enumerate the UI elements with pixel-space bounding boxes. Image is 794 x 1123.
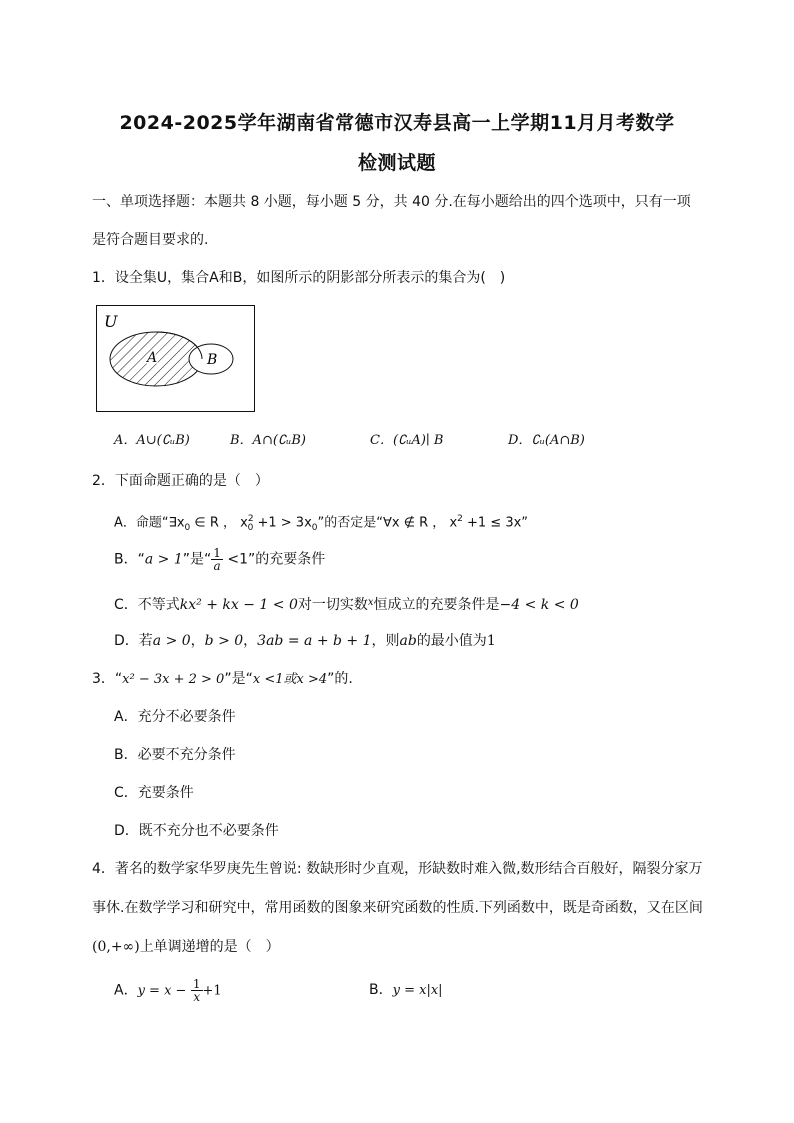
q4-option-a[interactable]: A．y = x − $\frac{1}{x}$ +1: [114, 977, 222, 1004]
q4-a-fraction: $\frac{1}{x}$: [192, 977, 201, 1004]
q3-stem: 3．“x² − 3x + 2 > 0”是“x <1或x >4”的.: [92, 671, 353, 687]
q1-option-d[interactable]: D．∁ᵤ(A∩B): [508, 433, 585, 448]
q1-option-a[interactable]: A．A∪(∁ᵤB): [114, 433, 190, 448]
venn-label-a: A: [147, 350, 158, 366]
q2-option-b[interactable]: B．“a > 1”是“ $\frac{1}{a}$ <1”的充要条件: [114, 546, 326, 573]
venn-label-u: U: [104, 312, 118, 331]
q1-option-c[interactable]: C．(∁ᵤA)∣ B: [370, 433, 444, 448]
q4-stem-line-1: 4．著名的数学家华罗庚先生曾说: 数缺形时少直观，形缺数时难入微,数形结合百般好，隔裂分家万: [92, 861, 703, 877]
title-line-1: 2024-2025学年湖南省常德市汉寿县高一上学期11月月考数学: [119, 112, 675, 134]
section-instructions-line-2: 是符合题目要求的.: [92, 232, 209, 248]
q2-option-d[interactable]: D．若a > 0，b > 0，3ab = a + b + 1，则ab的最小值为1: [114, 633, 496, 649]
venn-diagram: [96, 305, 256, 417]
q3-option-a[interactable]: A．充分不必要条件: [114, 709, 236, 725]
q4-option-b[interactable]: B．y = x|x|: [369, 982, 443, 998]
q2-option-a[interactable]: A．命题“$\exists x_0$ ∈ R ， $x^2_0 +1 > 3x_0$”的否定是“∀x ∉ R ， $x^2 +1 \le 3x$”: [114, 514, 529, 533]
q2-option-c[interactable]: C．不等式kx² + kx − 1 < 0对一切实数$^x$恒成立的充要条件是−4 < k < 0: [114, 597, 579, 613]
section-instructions-line-1: 一、单项选择题：本题共 8 小题，每小题 5 分，共 40 分.在每小题给出的四个选项中，只有一项: [92, 194, 691, 210]
q3-option-c[interactable]: C．充要条件: [114, 785, 194, 801]
q4-stem-line-2: 事休.在数学学习和研究中，常用函数的图象来研究函数的性质.下列函数中，既是奇函数，又在区间: [92, 900, 703, 916]
q4-stem-line-3: (0,+∞)上单调递增的是（ ）: [92, 939, 280, 955]
venn-label-b: B: [207, 352, 218, 368]
title-line-2: 检测试题: [357, 152, 436, 174]
q4-interval: (0,+∞): [92, 939, 140, 955]
q3-option-d[interactable]: D．既不充分也不必要条件: [114, 823, 279, 839]
q3-option-b[interactable]: B．必要不充分条件: [114, 747, 236, 763]
q1-option-b[interactable]: B．A∩(∁ᵤB): [230, 433, 306, 448]
q1-stem: 1．设全集U，集合A和B，如图所示的阴影部分所表示的集合为( ): [92, 270, 506, 286]
q2-b-fraction: $\frac{1}{a}$: [213, 546, 221, 573]
q2-stem: 2．下面命题正确的是（ ）: [92, 473, 269, 489]
